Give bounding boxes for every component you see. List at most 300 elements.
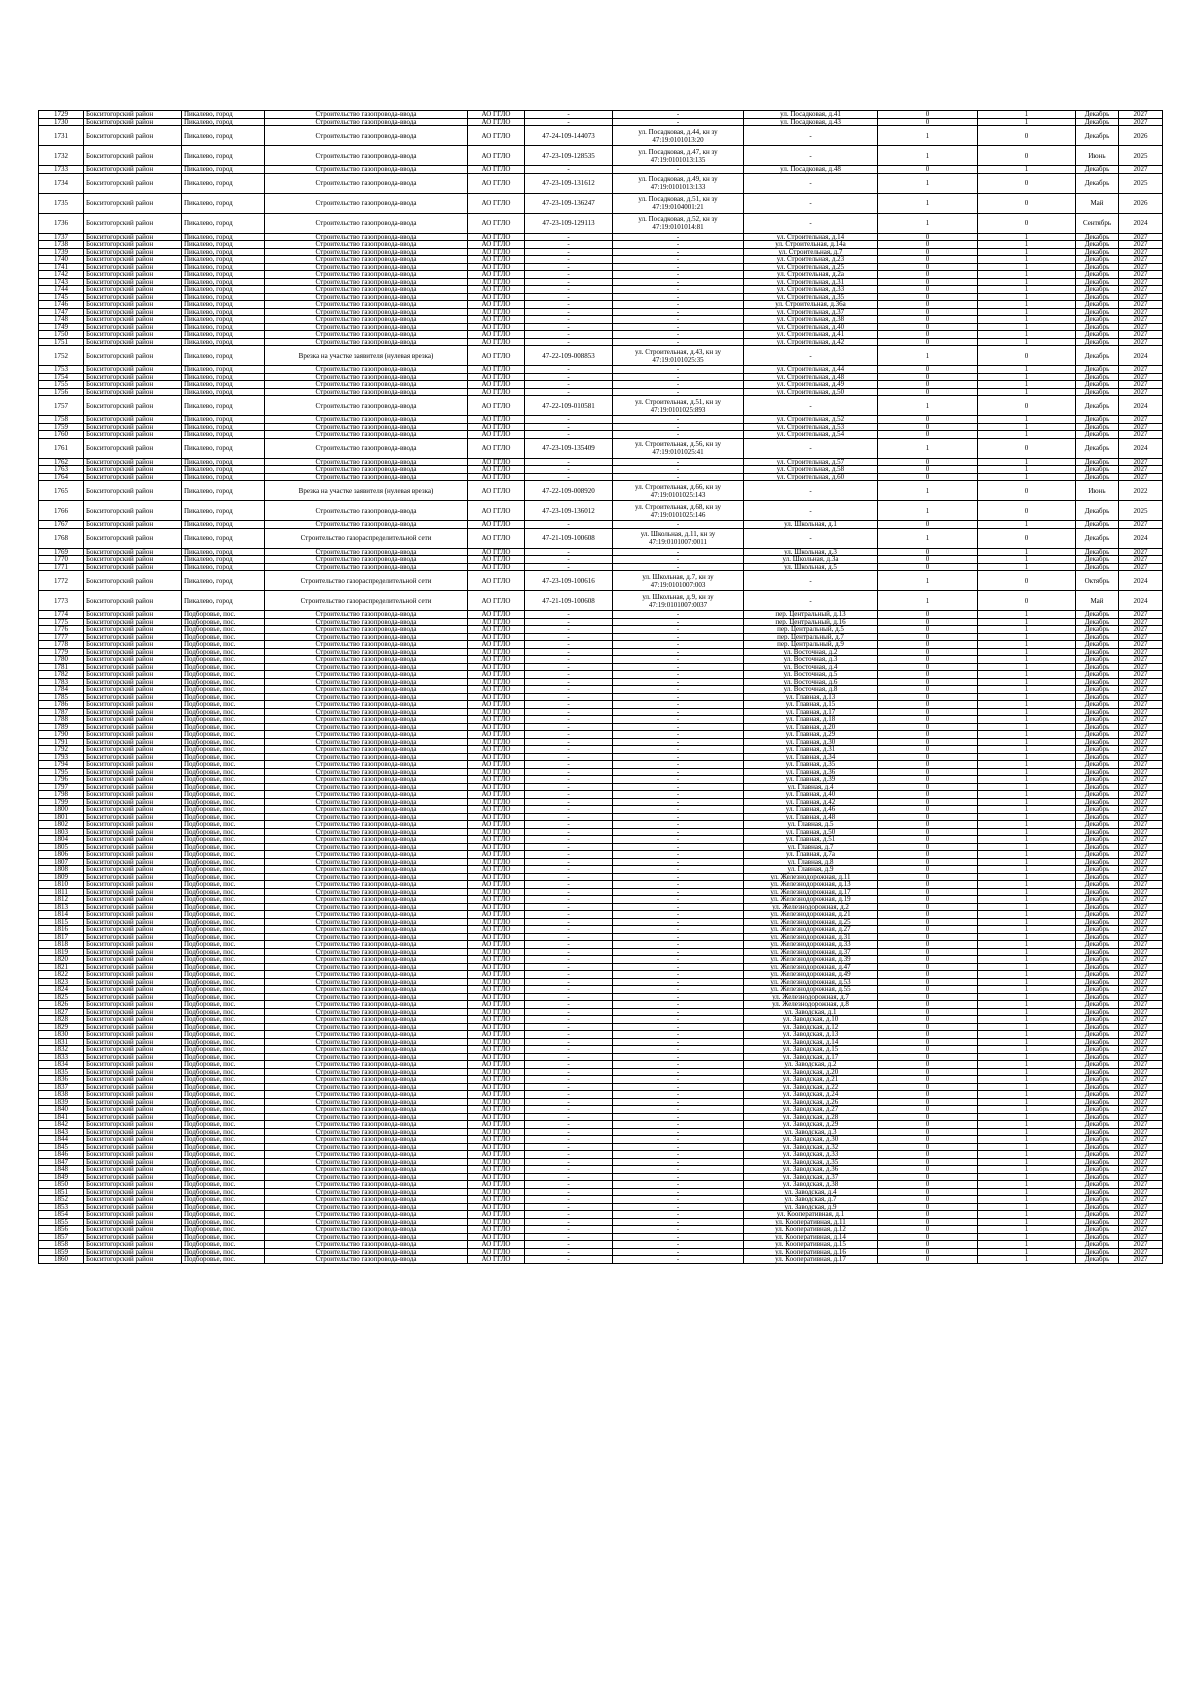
cell-organization: АО ГГЛО <box>468 888 525 896</box>
cell-settlement: Подборовье, пос. <box>182 1211 265 1219</box>
cell-year: 2027 <box>1119 1106 1163 1114</box>
cell-year: 2027 <box>1119 1091 1163 1099</box>
cell-settlement: Подборовье, пос. <box>182 1106 265 1114</box>
cell-month: Октябрь <box>1076 571 1119 591</box>
cell-value-b: 1 <box>978 993 1076 1001</box>
cell-address: ул. Заводская, д.26 <box>744 1098 878 1106</box>
cell-organization: АО ГГЛО <box>468 241 525 249</box>
table-row <box>39 1173 1163 1181</box>
cell-row-number: 1819 <box>39 948 84 956</box>
cell-value-b: 1 <box>978 1098 1076 1106</box>
cell-cadastral-address: - <box>613 903 744 911</box>
cell-year: 2027 <box>1119 1151 1163 1159</box>
cell-value-b: 1 <box>978 1053 1076 1061</box>
cell-year: 2027 <box>1119 716 1163 724</box>
cell-month: Декабрь <box>1076 1121 1119 1129</box>
cell-value-a: 0 <box>878 316 978 324</box>
cell-value-a: 0 <box>878 1016 978 1024</box>
cell-cadastral-address: - <box>613 1233 744 1241</box>
cell-value-b: 1 <box>978 388 1076 396</box>
cell-year: 2027 <box>1119 316 1163 324</box>
cell-cadastral-address: - <box>613 783 744 791</box>
cell-settlement: Пикалево, город <box>182 458 265 466</box>
cell-value-a: 0 <box>878 1248 978 1256</box>
cell-district: Бокситогорский район <box>84 481 182 501</box>
cell-district: Бокситогорский район <box>84 671 182 679</box>
cell-application-number: - <box>525 663 613 671</box>
cell-district: Бокситогорский район <box>84 1031 182 1039</box>
cell-organization: АО ГГЛО <box>468 366 525 374</box>
cell-address: ул. Главная, д.7а <box>744 851 878 859</box>
cell-address: ул. Железнодорожная, д.11 <box>744 873 878 881</box>
cell-year: 2025 <box>1119 173 1163 193</box>
cell-value-a: 0 <box>878 881 978 889</box>
cell-value-a: 0 <box>878 1196 978 1204</box>
cell-work-type: Строительство газопровода-ввода <box>265 746 468 754</box>
cell-address: пер. Центральный, д.9 <box>744 641 878 649</box>
cell-value-a: 0 <box>878 111 978 119</box>
cell-district: Бокситогорский район <box>84 791 182 799</box>
cell-application-number: - <box>525 731 613 739</box>
cell-row-number: 1845 <box>39 1143 84 1151</box>
cell-settlement: Пикалево, город <box>182 331 265 339</box>
cell-year: 2027 <box>1119 366 1163 374</box>
cell-district: Бокситогорский район <box>84 126 182 146</box>
cell-application-number: - <box>525 1226 613 1234</box>
cell-year: 2027 <box>1119 323 1163 331</box>
table-row <box>39 1106 1163 1114</box>
cell-settlement: Подборовье, пос. <box>182 813 265 821</box>
cell-application-number: - <box>525 1151 613 1159</box>
cell-settlement: Подборовье, пос. <box>182 1121 265 1129</box>
cell-address: ул. Заводская, д.33 <box>744 1151 878 1159</box>
cell-row-number: 1751 <box>39 338 84 346</box>
cell-year: 2027 <box>1119 431 1163 439</box>
cell-cadastral-address: - <box>613 1076 744 1084</box>
cell-settlement: Подборовье, пос. <box>182 1158 265 1166</box>
cell-organization: АО ГГЛО <box>468 481 525 501</box>
table-row <box>39 528 1163 548</box>
cell-application-number: - <box>525 948 613 956</box>
cell-row-number: 1794 <box>39 761 84 769</box>
cell-settlement: Пикалево, город <box>182 308 265 316</box>
cell-cadastral-address: - <box>613 1158 744 1166</box>
cell-value-b: 1 <box>978 466 1076 474</box>
cell-address: ул. Кооперативная, д.1 <box>744 1211 878 1219</box>
cell-settlement: Подборовье, пос. <box>182 1068 265 1076</box>
cell-settlement: Пикалево, город <box>182 473 265 481</box>
cell-settlement: Подборовье, пос. <box>182 746 265 754</box>
cell-organization: АО ГГЛО <box>468 1046 525 1054</box>
cell-value-b: 1 <box>978 648 1076 656</box>
cell-value-a: 0 <box>878 1121 978 1129</box>
cell-application-number: - <box>525 1023 613 1031</box>
cell-district: Бокситогорский район <box>84 918 182 926</box>
cell-value-b: 1 <box>978 873 1076 881</box>
cell-organization: АО ГГЛО <box>468 263 525 271</box>
cell-address: ул. Заводская, д.7 <box>744 1196 878 1204</box>
cell-work-type: Строительство газопровода-ввода <box>265 548 468 556</box>
cell-settlement: Подборовье, пос. <box>182 1151 265 1159</box>
cell-value-b: 1 <box>978 978 1076 986</box>
cell-year: 2022 <box>1119 481 1163 501</box>
cell-row-number: 1788 <box>39 716 84 724</box>
cell-row-number: 1765 <box>39 481 84 501</box>
cell-year: 2027 <box>1119 971 1163 979</box>
cell-value-b: 1 <box>978 1008 1076 1016</box>
cell-settlement: Пикалево, город <box>182 528 265 548</box>
cell-address: ул. Главная, д.39 <box>744 776 878 784</box>
cell-cadastral-address: - <box>613 678 744 686</box>
cell-year: 2027 <box>1119 1001 1163 1009</box>
cell-district: Бокситогорский район <box>84 556 182 564</box>
cell-address: ул. Заводская, д.36 <box>744 1166 878 1174</box>
cell-settlement: Пикалево, город <box>182 126 265 146</box>
cell-row-number: 1777 <box>39 633 84 641</box>
cell-address: ул. Заводская, д.28 <box>744 1113 878 1121</box>
cell-row-number: 1811 <box>39 888 84 896</box>
cell-district: Бокситогорский район <box>84 656 182 664</box>
cell-row-number: 1796 <box>39 776 84 784</box>
cell-address: ул. Железнодорожная, д.37 <box>744 948 878 956</box>
cell-month: Декабрь <box>1076 1113 1119 1121</box>
cell-value-b: 1 <box>978 866 1076 874</box>
cell-work-type: Строительство газопровода-ввода <box>265 731 468 739</box>
cell-value-a: 0 <box>878 1241 978 1249</box>
cell-month: Декабрь <box>1076 1211 1119 1219</box>
cell-work-type: Строительство газопровода-ввода <box>265 716 468 724</box>
cell-district: Бокситогорский район <box>84 761 182 769</box>
cell-application-number: - <box>525 248 613 256</box>
cell-value-a: 0 <box>878 918 978 926</box>
cell-month: Декабрь <box>1076 233 1119 241</box>
table-row <box>39 233 1163 241</box>
cell-application-number: - <box>525 701 613 709</box>
cell-organization: АО ГГЛО <box>468 948 525 956</box>
cell-address: ул. Кооперативная, д.12 <box>744 1226 878 1234</box>
cell-year: 2027 <box>1119 1211 1163 1219</box>
cell-application-number: 47-21-109-100608 <box>525 591 613 611</box>
cell-work-type: Строительство газопровода-ввода <box>265 248 468 256</box>
cell-value-a: 0 <box>878 1181 978 1189</box>
cell-settlement: Подборовье, пос. <box>182 753 265 761</box>
cell-district: Бокситогорский район <box>84 903 182 911</box>
cell-cadastral-address: - <box>613 1166 744 1174</box>
cell-year: 2027 <box>1119 1023 1163 1031</box>
cell-cadastral-address: - <box>613 971 744 979</box>
cell-work-type: Строительство газопровода-ввода <box>265 618 468 626</box>
cell-work-type: Строительство газораспределительной сети <box>265 591 468 611</box>
cell-row-number: 1816 <box>39 926 84 934</box>
cell-organization: АО ГГЛО <box>468 213 525 233</box>
cell-settlement: Пикалево, город <box>182 111 265 119</box>
cell-work-type: Строительство газопровода-ввода <box>265 366 468 374</box>
cell-cadastral-address: - <box>613 563 744 571</box>
cell-district: Бокситогорский район <box>84 308 182 316</box>
cell-organization: АО ГГЛО <box>468 1173 525 1181</box>
cell-application-number: - <box>525 1016 613 1024</box>
cell-year: 2027 <box>1119 836 1163 844</box>
cell-month: Декабрь <box>1076 956 1119 964</box>
cell-year: 2027 <box>1119 663 1163 671</box>
cell-organization: АО ГГЛО <box>468 986 525 994</box>
cell-organization: АО ГГЛО <box>468 301 525 309</box>
cell-year: 2027 <box>1119 1008 1163 1016</box>
cell-work-type: Строительство газопровода-ввода <box>265 993 468 1001</box>
cell-value-a: 0 <box>878 978 978 986</box>
cell-organization: АО ГГЛО <box>468 1001 525 1009</box>
cell-organization: АО ГГЛО <box>468 851 525 859</box>
cell-settlement: Пикалево, город <box>182 233 265 241</box>
cell-year: 2027 <box>1119 233 1163 241</box>
cell-cadastral-address: - <box>613 1226 744 1234</box>
cell-organization: АО ГГЛО <box>468 1166 525 1174</box>
cell-organization: АО ГГЛО <box>468 126 525 146</box>
cell-address: ул. Школьная, д.3а <box>744 556 878 564</box>
cell-organization: АО ГГЛО <box>468 806 525 814</box>
cell-district: Бокситогорский район <box>84 173 182 193</box>
cell-organization: АО ГГЛО <box>468 1143 525 1151</box>
cell-cadastral-address: - <box>613 948 744 956</box>
cell-value-a: 0 <box>878 1218 978 1226</box>
cell-organization: АО ГГЛО <box>468 118 525 126</box>
cell-year: 2027 <box>1119 271 1163 279</box>
cell-settlement: Подборовье, пос. <box>182 1031 265 1039</box>
cell-value-b: 1 <box>978 1166 1076 1174</box>
cell-work-type: Строительство газопровода-ввода <box>265 626 468 634</box>
cell-application-number: - <box>525 338 613 346</box>
cell-organization: АО ГГЛО <box>468 146 525 166</box>
cell-value-b: 1 <box>978 301 1076 309</box>
cell-cadastral-address: - <box>613 1008 744 1016</box>
cell-address: ул. Главная, д.7 <box>744 843 878 851</box>
cell-district: Бокситогорский район <box>84 1106 182 1114</box>
cell-work-type: Строительство газопровода-ввода <box>265 798 468 806</box>
cell-cadastral-address: ул. Школьная, д.7, кн зу 47:19:0101007:003 <box>613 571 744 591</box>
cell-application-number: 47-22-109-008920 <box>525 481 613 501</box>
cell-year: 2027 <box>1119 1121 1163 1129</box>
cell-address: ул. Кооперативная, д.15 <box>744 1241 878 1249</box>
cell-month: Декабрь <box>1076 1143 1119 1151</box>
cell-cadastral-address: - <box>613 1098 744 1106</box>
cell-address: ул. Заводская, д.24 <box>744 1091 878 1099</box>
cell-month: Декабрь <box>1076 396 1119 416</box>
cell-cadastral-address: - <box>613 881 744 889</box>
cell-settlement: Пикалево, город <box>182 193 265 213</box>
cell-address: ул. Школьная, д.1 <box>744 521 878 529</box>
cell-row-number: 1840 <box>39 1106 84 1114</box>
cell-settlement: Подборовье, пос. <box>182 911 265 919</box>
cell-value-a: 0 <box>878 866 978 874</box>
cell-row-number: 1860 <box>39 1256 84 1264</box>
cell-work-type: Строительство газопровода-ввода <box>265 1136 468 1144</box>
cell-month: Декабрь <box>1076 693 1119 701</box>
table-row <box>39 738 1163 746</box>
cell-district: Бокситогорский район <box>84 776 182 784</box>
cell-year: 2027 <box>1119 768 1163 776</box>
cell-address: пер. Центральный, д.16 <box>744 618 878 626</box>
table-row <box>39 881 1163 889</box>
cell-application-number: - <box>525 918 613 926</box>
cell-row-number: 1810 <box>39 881 84 889</box>
cell-address: ул. Строительная, д.38 <box>744 316 878 324</box>
cell-cadastral-address: - <box>613 746 744 754</box>
cell-address: ул. Железнодорожная, д.25 <box>744 918 878 926</box>
cell-organization: АО ГГЛО <box>468 963 525 971</box>
cell-district: Бокситогорский район <box>84 316 182 324</box>
cell-value-a: 0 <box>878 1113 978 1121</box>
cell-settlement: Пикалево, город <box>182 431 265 439</box>
cell-cadastral-address: - <box>613 866 744 874</box>
cell-row-number: 1801 <box>39 813 84 821</box>
cell-year: 2024 <box>1119 396 1163 416</box>
cell-organization: АО ГГЛО <box>468 563 525 571</box>
cell-month: Декабрь <box>1076 473 1119 481</box>
cell-district: Бокситогорский район <box>84 423 182 431</box>
cell-cadastral-address: - <box>613 618 744 626</box>
cell-district: Бокситогорский район <box>84 1023 182 1031</box>
cell-month: Декабрь <box>1076 1038 1119 1046</box>
cell-value-a: 0 <box>878 466 978 474</box>
cell-value-a: 0 <box>878 746 978 754</box>
cell-work-type: Строительство газопровода-ввода <box>265 473 468 481</box>
cell-address: ул. Восточная, д.4 <box>744 663 878 671</box>
cell-year: 2027 <box>1119 1158 1163 1166</box>
cell-year: 2025 <box>1119 501 1163 521</box>
cell-year: 2027 <box>1119 1128 1163 1136</box>
cell-cadastral-address: - <box>613 1143 744 1151</box>
cell-district: Бокситогорский район <box>84 111 182 119</box>
cell-organization: АО ГГЛО <box>468 458 525 466</box>
cell-year: 2027 <box>1119 843 1163 851</box>
cell-work-type: Строительство газопровода-ввода <box>265 1226 468 1234</box>
cell-settlement: Подборовье, пос. <box>182 1136 265 1144</box>
cell-row-number: 1773 <box>39 591 84 611</box>
cell-cadastral-address: - <box>613 316 744 324</box>
cell-application-number: - <box>525 1256 613 1264</box>
cell-application-number: - <box>525 431 613 439</box>
cell-cadastral-address: - <box>613 556 744 564</box>
table-row <box>39 338 1163 346</box>
table-row <box>39 431 1163 439</box>
cell-value-b: 1 <box>978 263 1076 271</box>
cell-year: 2025 <box>1119 146 1163 166</box>
cell-value-b: 1 <box>978 671 1076 679</box>
cell-cadastral-address: - <box>613 1181 744 1189</box>
cell-district: Бокситогорский район <box>84 548 182 556</box>
cell-value-b: 1 <box>978 663 1076 671</box>
cell-month: Декабрь <box>1076 308 1119 316</box>
cell-settlement: Пикалево, город <box>182 373 265 381</box>
cell-organization: АО ГГЛО <box>468 1121 525 1129</box>
cell-settlement: Пикалево, город <box>182 438 265 458</box>
cell-organization: АО ГГЛО <box>468 813 525 821</box>
cell-work-type: Строительство газопровода-ввода <box>265 1241 468 1249</box>
cell-year: 2027 <box>1119 256 1163 264</box>
cell-value-b: 1 <box>978 1233 1076 1241</box>
cell-organization: АО ГГЛО <box>468 501 525 521</box>
cell-district: Бокситогорский район <box>84 888 182 896</box>
cell-row-number: 1729 <box>39 111 84 119</box>
cell-application-number: - <box>525 926 613 934</box>
cell-application-number: - <box>525 373 613 381</box>
cell-cadastral-address: - <box>613 416 744 424</box>
cell-settlement: Подборовье, пос. <box>182 1248 265 1256</box>
cell-year: 2027 <box>1119 866 1163 874</box>
cell-cadastral-address: ул. Строительная, д.51, кн зу 47:19:0101025:893 <box>613 396 744 416</box>
cell-application-number: - <box>525 866 613 874</box>
cell-work-type: Строительство газопровода-ввода <box>265 316 468 324</box>
cell-row-number: 1731 <box>39 126 84 146</box>
cell-value-b: 1 <box>978 1016 1076 1024</box>
cell-cadastral-address: - <box>613 1241 744 1249</box>
cell-year: 2027 <box>1119 873 1163 881</box>
cell-settlement: Подборовье, пос. <box>182 1008 265 1016</box>
table-row <box>39 473 1163 481</box>
cell-address: ул. Строительная, д.41 <box>744 331 878 339</box>
cell-application-number: - <box>525 791 613 799</box>
cell-address: ул. Восточная, д.6 <box>744 678 878 686</box>
cell-district: Бокситогорский район <box>84 248 182 256</box>
cell-address: ул. Заводская, д.35 <box>744 1158 878 1166</box>
cell-value-a: 0 <box>878 678 978 686</box>
cell-district: Бокситогорский район <box>84 641 182 649</box>
cell-application-number: - <box>525 473 613 481</box>
cell-district: Бокситогорский район <box>84 366 182 374</box>
cell-cadastral-address: - <box>613 381 744 389</box>
cell-district: Бокситогорский район <box>84 881 182 889</box>
cell-organization: АО ГГЛО <box>468 768 525 776</box>
cell-year: 2027 <box>1119 118 1163 126</box>
cell-organization: АО ГГЛО <box>468 641 525 649</box>
cell-application-number: - <box>525 1136 613 1144</box>
cell-cadastral-address: - <box>613 301 744 309</box>
cell-value-a: 0 <box>878 828 978 836</box>
cell-organization: АО ГГЛО <box>468 791 525 799</box>
cell-row-number: 1733 <box>39 166 84 174</box>
table-row <box>39 723 1163 731</box>
cell-application-number: - <box>525 1076 613 1084</box>
cell-work-type: Строительство газопровода-ввода <box>265 466 468 474</box>
cell-cadastral-address: ул. Строительная, д.66, кн зу 47:19:0101025:143 <box>613 481 744 501</box>
cell-value-a: 0 <box>878 1098 978 1106</box>
cell-address: ул. Железнодорожная, д.7 <box>744 993 878 1001</box>
cell-cadastral-address: - <box>613 851 744 859</box>
cell-work-type: Строительство газопровода-ввода <box>265 1061 468 1069</box>
cell-value-b: 1 <box>978 783 1076 791</box>
cell-year: 2027 <box>1119 828 1163 836</box>
cell-year: 2027 <box>1119 633 1163 641</box>
cell-district: Бокситогорский район <box>84 241 182 249</box>
cell-address: ул. Главная, д.51 <box>744 836 878 844</box>
cell-settlement: Подборовье, пос. <box>182 1226 265 1234</box>
cell-settlement: Подборовье, пос. <box>182 1203 265 1211</box>
cell-month: Декабрь <box>1076 431 1119 439</box>
cell-year: 2027 <box>1119 241 1163 249</box>
cell-cadastral-address: - <box>613 1091 744 1099</box>
cell-organization: АО ГГЛО <box>468 1203 525 1211</box>
cell-work-type: Строительство газопровода-ввода <box>265 431 468 439</box>
cell-organization: АО ГГЛО <box>468 656 525 664</box>
cell-address: ул. Главная, д.17 <box>744 708 878 716</box>
table-row <box>39 118 1163 126</box>
cell-organization: АО ГГЛО <box>468 1196 525 1204</box>
table-row <box>39 301 1163 309</box>
cell-settlement: Пикалево, город <box>182 466 265 474</box>
cell-value-b: 1 <box>978 926 1076 934</box>
table-row <box>39 271 1163 279</box>
cell-row-number: 1746 <box>39 301 84 309</box>
